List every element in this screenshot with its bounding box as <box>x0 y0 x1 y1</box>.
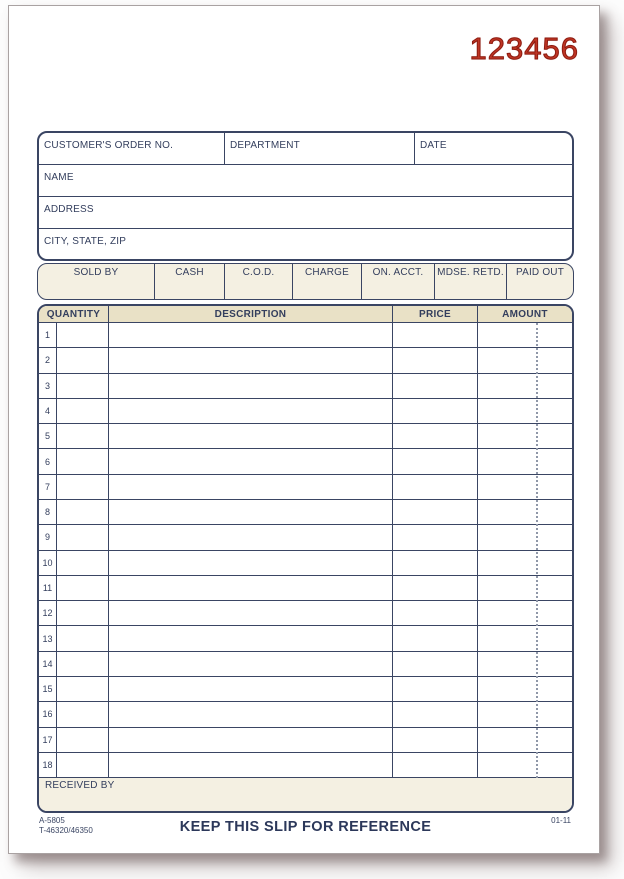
field-address <box>39 196 572 228</box>
row-number: 16 <box>39 702 57 726</box>
received-by-label: RECEIVED BY <box>45 780 115 791</box>
payment-charge <box>293 264 362 299</box>
row-number: 8 <box>39 500 57 524</box>
price-cell <box>393 399 478 423</box>
description-cell <box>109 677 393 701</box>
amount-cell <box>478 551 572 575</box>
price-cell <box>393 525 478 549</box>
info-top-row <box>39 133 572 164</box>
price-cell <box>393 702 478 726</box>
row-number: 4 <box>39 399 57 423</box>
field-label: ON. ACCT. <box>372 267 424 278</box>
field-label: MDSE. RETD. <box>437 267 504 278</box>
amount-cell <box>478 424 572 448</box>
description-cell <box>109 399 393 423</box>
table-row <box>39 677 572 702</box>
column-header-quantity <box>39 306 109 322</box>
table-row <box>39 652 572 677</box>
payment-cash <box>155 264 225 299</box>
serial-number: 123456 <box>469 31 579 66</box>
description-cell <box>109 601 393 625</box>
price-cell <box>393 677 478 701</box>
price-cell <box>393 652 478 676</box>
price-cell <box>393 424 478 448</box>
price-cell <box>393 728 478 752</box>
table-row <box>39 626 572 651</box>
row-number: 11 <box>39 576 57 600</box>
description-cell <box>109 576 393 600</box>
quantity-cell <box>57 551 109 575</box>
amount-cell <box>478 652 572 676</box>
table-row <box>39 424 572 449</box>
column-header-label: DESCRIPTION <box>214 308 287 320</box>
price-cell <box>393 500 478 524</box>
row-number: 17 <box>39 728 57 752</box>
quantity-cell <box>57 576 109 600</box>
price-cell <box>393 626 478 650</box>
table-row <box>39 500 572 525</box>
field-date <box>415 133 572 164</box>
quantity-cell <box>57 500 109 524</box>
quantity-cell <box>57 323 109 347</box>
payment-bar <box>37 263 574 300</box>
description-cell <box>109 424 393 448</box>
quantity-cell <box>57 626 109 650</box>
revision-date: 01-11 <box>551 816 571 825</box>
description-cell <box>109 449 393 473</box>
customer-info-box <box>37 131 574 261</box>
price-cell <box>393 551 478 575</box>
payment-paid-out <box>507 264 573 299</box>
field-department <box>225 133 415 164</box>
table-row <box>39 753 572 778</box>
description-cell <box>109 626 393 650</box>
table-row <box>39 323 572 348</box>
amount-cell <box>478 728 572 752</box>
amount-cell <box>478 374 572 398</box>
table-row <box>39 348 572 373</box>
column-header-label: PRICE <box>418 308 452 320</box>
quantity-cell <box>57 399 109 423</box>
quantity-cell <box>57 348 109 372</box>
field-label: PAID OUT <box>515 267 565 278</box>
field-label: CHARGE <box>305 267 349 278</box>
form-code-secondary: T-46320/46350 <box>39 826 93 836</box>
amount-cell <box>478 626 572 650</box>
payment-mdse-retd <box>435 264 507 299</box>
row-number: 7 <box>39 475 57 499</box>
description-cell <box>109 348 393 372</box>
price-cell <box>393 601 478 625</box>
row-number: 6 <box>39 449 57 473</box>
row-number: 10 <box>39 551 57 575</box>
amount-cell <box>478 399 572 423</box>
table-row <box>39 702 572 727</box>
field-label: DEPARTMENT <box>230 140 300 151</box>
field-label: CUSTOMER'S ORDER NO. <box>44 140 174 151</box>
table-body <box>39 323 572 778</box>
table-row <box>39 475 572 500</box>
column-header-amount <box>478 306 572 322</box>
sales-order-slip <box>8 5 600 854</box>
row-number: 2 <box>39 348 57 372</box>
table-row <box>39 449 572 474</box>
quantity-cell <box>57 374 109 398</box>
field-city-state-zip <box>39 228 572 259</box>
amount-cell <box>478 601 572 625</box>
amount-cell <box>478 348 572 372</box>
row-number: 13 <box>39 626 57 650</box>
price-cell <box>393 576 478 600</box>
quantity-cell <box>57 728 109 752</box>
table-row <box>39 551 572 576</box>
table-row <box>39 728 572 753</box>
table-row <box>39 374 572 399</box>
column-header-description <box>109 306 393 322</box>
amount-cell <box>478 525 572 549</box>
description-cell <box>109 374 393 398</box>
description-cell <box>109 551 393 575</box>
table-row <box>39 399 572 424</box>
order-table <box>37 304 574 813</box>
quantity-cell <box>57 652 109 676</box>
field-name <box>39 164 572 196</box>
row-number: 3 <box>39 374 57 398</box>
amount-cell <box>478 677 572 701</box>
table-row <box>39 576 572 601</box>
row-number: 18 <box>39 753 57 777</box>
field-label: CITY, STATE, ZIP <box>44 236 127 247</box>
amount-cell <box>478 449 572 473</box>
amount-cell <box>478 500 572 524</box>
reference-slogan: KEEP THIS SLIP FOR REFERENCE <box>179 819 432 835</box>
description-cell <box>109 525 393 549</box>
amount-cell <box>478 576 572 600</box>
quantity-cell <box>57 677 109 701</box>
quantity-cell <box>57 525 109 549</box>
description-cell <box>109 702 393 726</box>
quantity-cell <box>57 449 109 473</box>
cents-divider-rule <box>536 323 538 778</box>
row-number: 15 <box>39 677 57 701</box>
price-cell <box>393 475 478 499</box>
row-number: 14 <box>39 652 57 676</box>
row-number: 12 <box>39 601 57 625</box>
quantity-cell <box>57 601 109 625</box>
amount-cell <box>478 323 572 347</box>
column-header-price <box>393 306 478 322</box>
column-header-label: AMOUNT <box>502 308 548 320</box>
payment-sold-by <box>38 264 155 299</box>
amount-cell <box>478 753 572 777</box>
column-header-label: QUANTITY <box>46 308 101 320</box>
row-number: 5 <box>39 424 57 448</box>
description-cell <box>109 728 393 752</box>
quantity-cell <box>57 475 109 499</box>
quantity-cell <box>57 753 109 777</box>
amount-cell <box>478 702 572 726</box>
description-cell <box>109 475 393 499</box>
quantity-cell <box>57 702 109 726</box>
description-cell <box>109 652 393 676</box>
price-cell <box>393 753 478 777</box>
table-row <box>39 525 572 550</box>
table-row <box>39 601 572 626</box>
received-by-row <box>39 778 572 811</box>
field-label: NAME <box>44 172 74 183</box>
price-cell <box>393 374 478 398</box>
field-label: CASH <box>175 267 204 278</box>
description-cell <box>109 753 393 777</box>
row-number: 1 <box>39 323 57 347</box>
price-cell <box>393 449 478 473</box>
field-customer-s-order-no <box>39 133 225 164</box>
description-cell <box>109 323 393 347</box>
form-code-primary: A-5805 <box>39 816 65 825</box>
field-label: DATE <box>420 140 447 151</box>
amount-cell <box>478 475 572 499</box>
description-cell <box>109 500 393 524</box>
price-cell <box>393 348 478 372</box>
row-number: 9 <box>39 525 57 549</box>
field-label: ADDRESS <box>44 204 94 215</box>
field-label: C.O.D. <box>242 267 275 278</box>
payment-on-acct <box>362 264 435 299</box>
table-header-row <box>39 306 572 323</box>
field-label: SOLD BY <box>73 267 119 278</box>
quantity-cell <box>57 424 109 448</box>
price-cell <box>393 323 478 347</box>
payment-c-o-d <box>225 264 293 299</box>
